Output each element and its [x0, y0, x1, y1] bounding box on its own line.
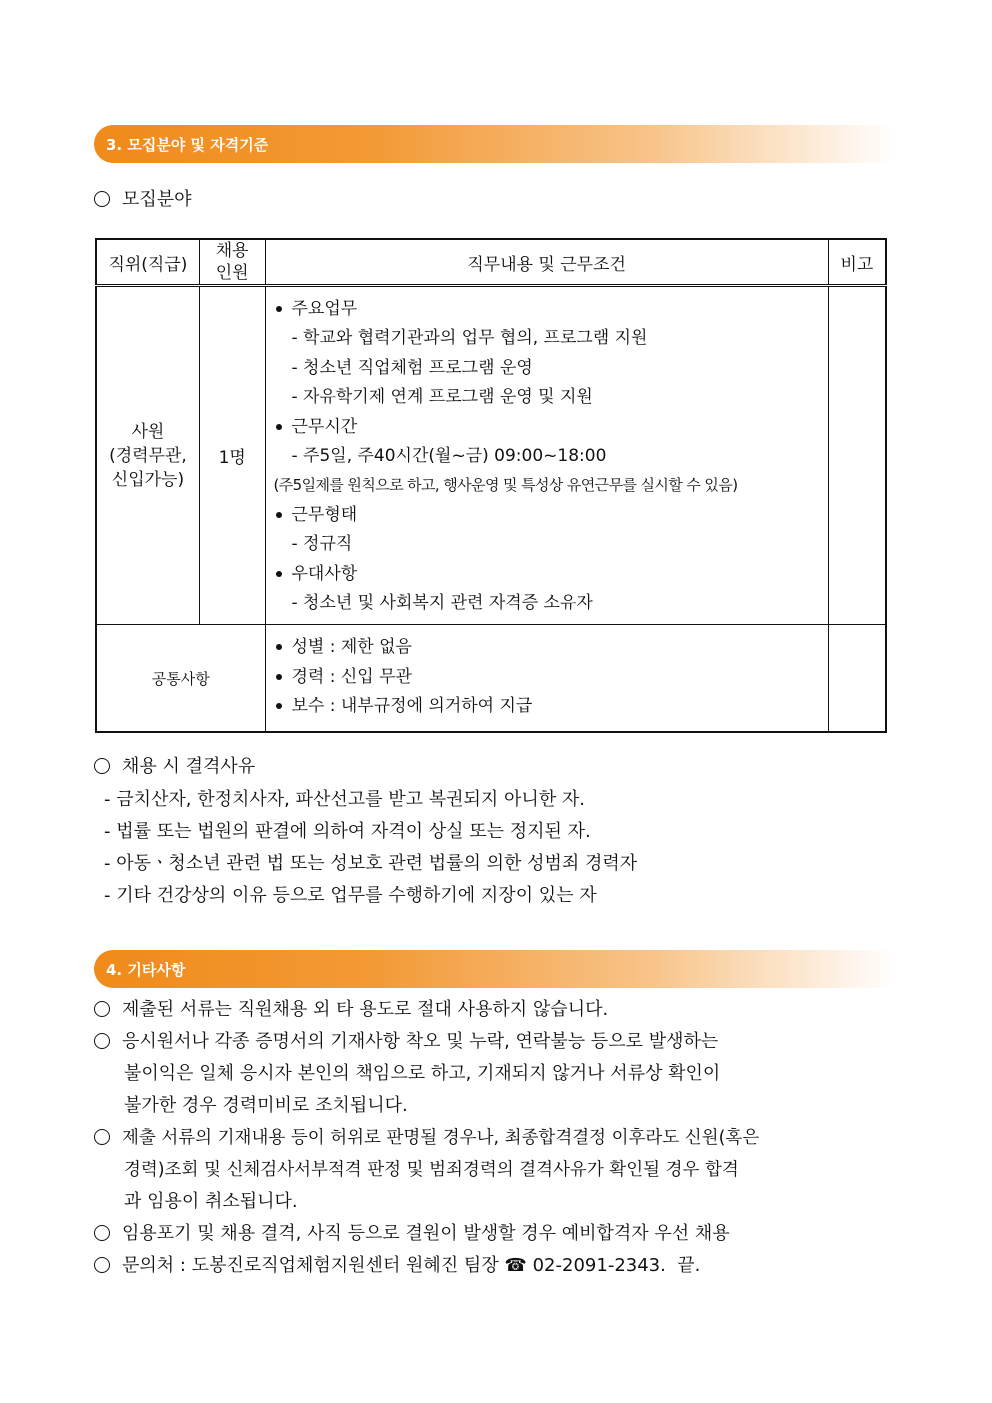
circle-bullet-icon [94, 1225, 110, 1241]
others-item-3: 제출 서류의 기재내용 등이 허위로 판명될 경우나, 최종합격결정 이후라도 신원(혹은 [94, 1123, 759, 1153]
table-header-row [96, 239, 886, 286]
circle-bullet-icon [94, 1001, 110, 1017]
circle-bullet-icon [94, 758, 110, 774]
section-4-header [94, 950, 894, 988]
header-duties: 직무내용 및 근무조건 [265, 239, 828, 286]
circle-bullet-icon [94, 191, 110, 207]
others-item-2: 응시원서나 각종 증명서의 기재사항 착오 및 누락, 연락불능 등으로 발생하는 [94, 1027, 718, 1057]
section-4-title: 4. 기타사항 [106, 961, 186, 979]
bullet-icon [276, 571, 282, 577]
circle-bullet-icon [94, 1033, 110, 1049]
hire-count-cell: 1명 [199, 286, 265, 625]
bullet-icon [276, 424, 282, 430]
phone-icon: ☎ [504, 1255, 527, 1276]
header-position: 직위(직급) [96, 239, 199, 286]
duties-cell: 주요업무 - 학교와 협력기관과의 업무 협의, 프로그램 지원 - 청소년 직업체험 프로그램 운영 - 자유학기제 연계 프로그램 운영 및 지원 근무시간 - 주5일, 주40시간(월~금) 09:00~18:00 (주5일제를 원칙으로 하고, 행사운영 및 특성상 유연근무를 실시할 수 있음) 근무형태 - 정규직 우대사항 - 청소년 및 사회복지 관련 자격증 소유자 [265, 286, 828, 625]
others-item-1: 제출된 서류는 직원채용 외 타 용도로 절대 사용하지 않습니다. [94, 995, 608, 1025]
end-mark: 끝. [677, 1255, 701, 1276]
list-item: - 금치산자, 한정치사자, 파산선고를 받고 복권되지 아니한 자. [104, 789, 586, 810]
list-item: - 기타 건강상의 이유 등으로 업무를 수행하기에 지장이 있는 자 [104, 885, 597, 906]
others-item-2-line-2: 불이익은 일체 응시자 본인의 책임으로 하고, 기재되지 않거나 서류상 확인이 [124, 1063, 721, 1084]
others-item-3-line-2: 경력)조회 및 신체검사서부적격 판정 및 범죄경력의 결격사유가 확인될 경우 합격 [124, 1160, 739, 1180]
others-item-2-line-3: 불가한 경우 경력미비로 조치됩니다. [124, 1095, 408, 1116]
contact-line: 문의처 : 도봉진로직업체험지원센터 원혜진 팀장 ☎ 02-2091-2343. 끝. [94, 1251, 700, 1281]
bullet-icon [276, 703, 282, 709]
bullet-icon [276, 644, 282, 650]
section-3-title: 3. 모집분야 및 자격기준 [106, 136, 269, 154]
common-items-cell: 성별 : 제한 없음 경력 : 신입 무관 보수 : 내부규정에 의거하여 지급 [265, 625, 828, 733]
header-remarks: 비고 [828, 239, 886, 286]
bullet-icon [276, 512, 282, 518]
circle-bullet-icon [94, 1129, 110, 1145]
recruit-table [95, 238, 887, 733]
list-item: - 아동ㆍ청소년 관련 법 또는 성보호 관련 법률의 의한 성범죄 경력자 [104, 853, 638, 874]
others-item-3-line-3: 과 임용이 취소됩니다. [124, 1191, 298, 1212]
phone-number: 02-2091-2343. [532, 1255, 666, 1276]
remarks-cell [828, 286, 886, 625]
bullet-icon [276, 674, 282, 680]
bullet-icon [276, 306, 282, 312]
position-cell: 사원 (경력무관, 신입가능) [96, 286, 199, 625]
table-row [96, 286, 886, 625]
list-item: - 법률 또는 법원의 판결에 의하여 자격이 상실 또는 정지된 자. [104, 821, 591, 842]
table-row [96, 625, 886, 733]
circle-bullet-icon [94, 1257, 110, 1273]
remarks-cell [828, 625, 886, 733]
others-item-4: 임용포기 및 채용 결격, 사직 등으로 결원이 발생할 경우 예비합격자 우선 채용 [94, 1219, 730, 1249]
common-label-cell: 공통사항 [96, 625, 265, 733]
header-hire-count: 채용 인원 [199, 239, 265, 286]
disqualification-heading: 채용 시 결격사유 [94, 752, 255, 782]
section-3-header [94, 125, 894, 163]
recruit-field-heading: 모집분야 [94, 185, 192, 215]
